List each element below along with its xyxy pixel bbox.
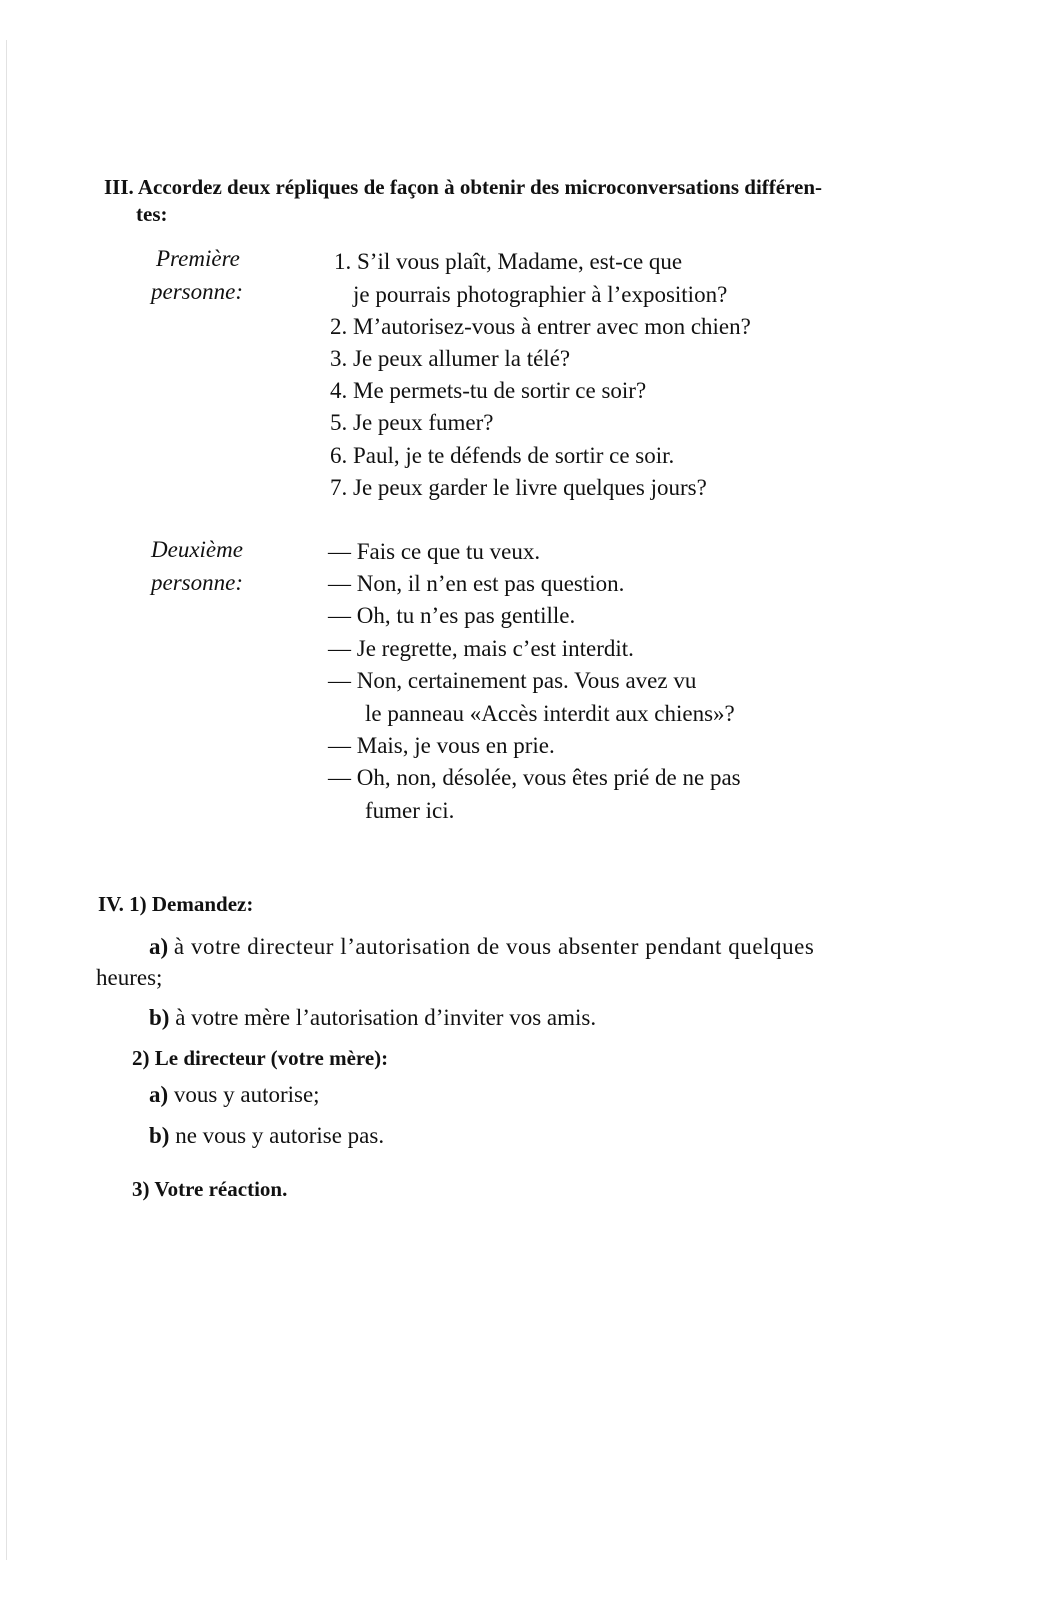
exercise-4-part-3-heading: 3) Votre réaction. (132, 1177, 288, 1201)
second-person-reply-4: — Je regrette, mais c’est interdit. (328, 636, 634, 661)
exercise-4-item-a-line-2: heures; (96, 965, 163, 990)
first-person-item-5: 5. Je peux fumer? (330, 410, 494, 435)
exercise-4-item-b (149, 1002, 596, 1034)
exercise-4-part-2-item-b (149, 1120, 384, 1152)
second-person-reply-1: — Fais ce que tu veux. (328, 539, 541, 564)
first-person-item-3: 3. Je peux allumer la télé? (330, 346, 571, 371)
first-person-item-1: 1. S’il vous plaît, Madame, est-ce que (334, 249, 683, 274)
item-a-text: à votre directeur l’autorisation de vous absenter pendant quelques (173, 934, 815, 959)
item-b-text: à votre mère l’autorisation d’inviter vos amis. (175, 1005, 597, 1030)
exercise-3-heading-line-2: tes: (136, 202, 168, 226)
first-person-label-line-1: Première (156, 246, 240, 271)
second-person-reply-3: — Oh, tu n’es pas gentille. (328, 603, 576, 628)
exercise-4-part-2-heading: 2) Le directeur (votre mère): (132, 1046, 389, 1070)
exercise-3-heading-line-1: III. Accordez deux répliques de façon à obtenir des microconversations différen- (104, 175, 823, 199)
first-person-item-6: 6. Paul, je te défends de sortir ce soir. (330, 443, 675, 468)
exercise-4-part-2-item-a (149, 1079, 320, 1111)
first-person-item-1-continued: je pourrais photographier à l’exposition? (353, 282, 728, 307)
first-person-label-line-2: personne: (151, 279, 243, 304)
second-person-reply-5-continued: le panneau «Accès interdit aux chiens»? (365, 701, 735, 726)
first-person-item-7: 7. Je peux garder le livre quelques jours? (330, 475, 707, 500)
first-person-item-4: 4. Me permets-tu de sortir ce soir? (330, 378, 647, 403)
part-2-item-a-text: vous y autorise; (173, 1082, 320, 1107)
second-person-reply-6: — Mais, je vous en prie. (328, 733, 555, 758)
part-2-item-b-marker: b) (149, 1123, 170, 1148)
item-a-marker: a) (149, 934, 169, 959)
second-person-reply-2: — Non, il n’en est pas question. (328, 571, 625, 596)
exercise-4-heading: IV. 1) Demandez: (98, 892, 254, 916)
item-b-marker: b) (149, 1005, 170, 1030)
first-person-item-2: 2. M’autorisez-vous à entrer avec mon chien? (330, 314, 751, 339)
second-person-reply-5: — Non, certainement pas. Vous avez vu (328, 668, 697, 693)
part-2-item-b-text: ne vous y autorise pas. (175, 1123, 385, 1148)
second-person-reply-7-continued: fumer ici. (365, 798, 455, 823)
second-person-label-line-1: Deuxième (151, 537, 243, 562)
second-person-label-line-2: personne: (151, 570, 243, 595)
exercise-4-item-a-line-1 (149, 931, 814, 963)
page-edge-shadow (6, 40, 7, 1560)
part-2-item-a-marker: a) (149, 1082, 169, 1107)
second-person-reply-7: — Oh, non, désolée, vous êtes prié de ne pas (328, 765, 741, 790)
